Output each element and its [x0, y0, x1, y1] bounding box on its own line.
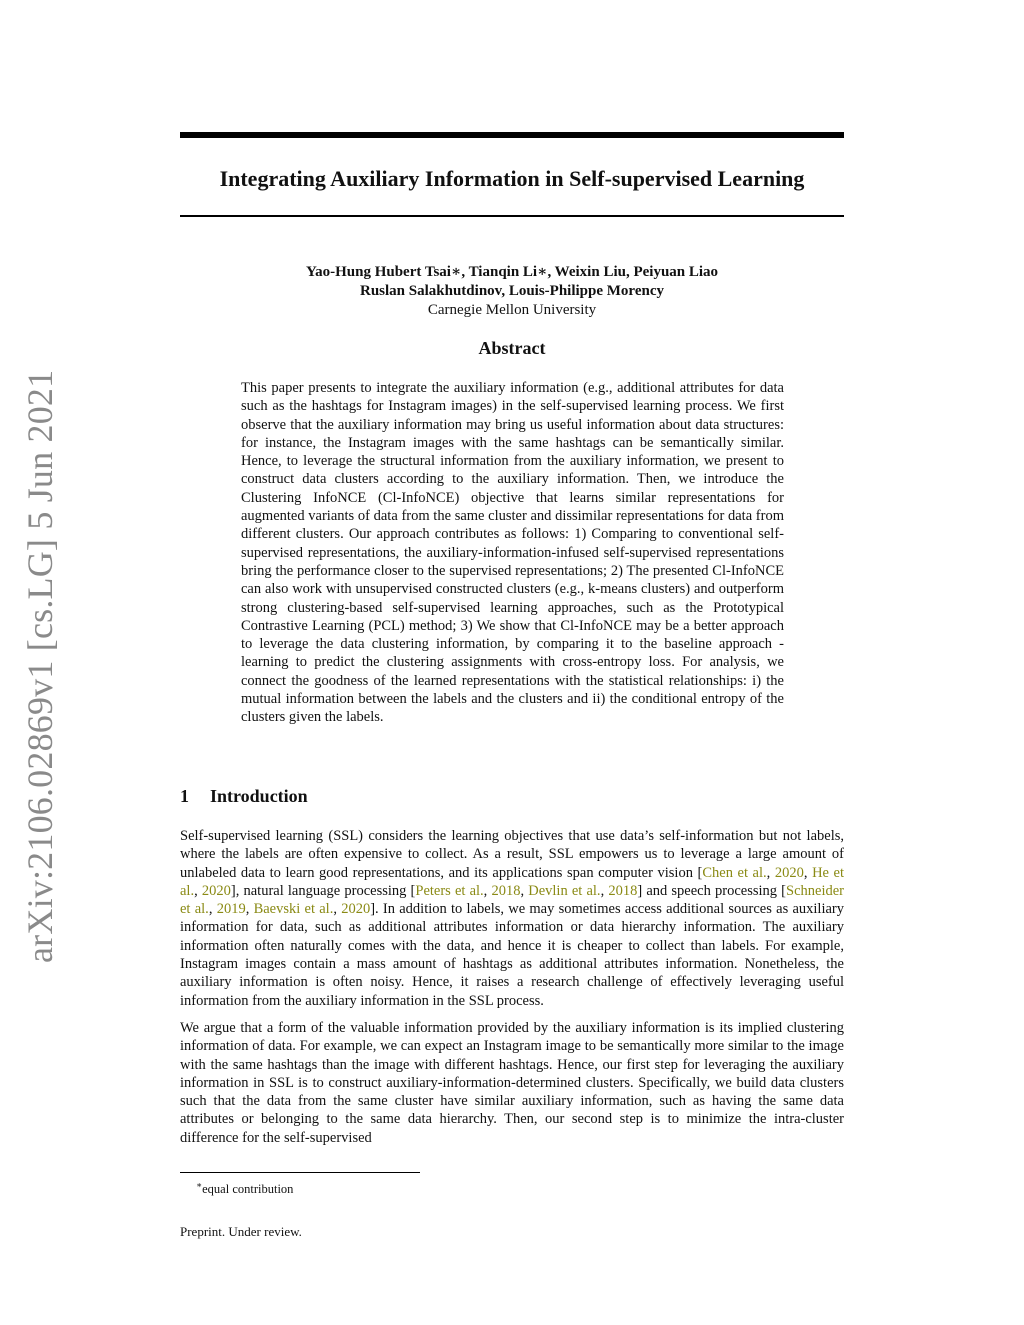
section-heading-introduction — [180, 785, 844, 807]
title-rule-bottom — [180, 215, 844, 217]
text-run: , — [208, 901, 217, 918]
citation-link[interactable]: 2019 — [216, 901, 246, 918]
citation-link[interactable]: Baevski et al. — [253, 901, 334, 918]
authors-line-2: Ruslan Salakhutdinov, Louis-Philippe Morency — [360, 283, 664, 299]
text-run: , — [333, 901, 342, 918]
text-run: , — [245, 901, 254, 918]
text-run: ]. In addition to labels, we may sometimes access additional sources as auxiliary information for data, such as additional attributes information or data hierarchy information. The auxiliary information often naturally comes with the data, and hence it is cheaper to collect than labels. For example, Instagram images contain a mass amount of hashtags as additional attributes information. Nonetheless, the auxiliary information is often noisy. Hence, it raises a research challenge of effectively leveraging useful information from the auxiliary information in the SSL process. — [180, 901, 844, 1009]
footnote — [196, 1177, 596, 1197]
text-run: ] and speech processing [ — [637, 882, 787, 899]
text-run: , — [483, 882, 492, 899]
text-run: , — [600, 882, 609, 899]
section-title-text: Introduction — [210, 786, 308, 806]
text-run: ], natural language processing [ — [230, 882, 416, 899]
abstract-text: This paper presents to integrate the auxiliary information (e.g., additional attributes for data such as the hashtags for Instagram images) in the self-supervised learning process. We first observe that the auxiliary information may bring us useful information about data structures: for instance, the Instagram images with the same hashtags can be semantically similar. Hence, to leverage the structural information from the auxiliary information, we present to construct data clusters according to the auxiliary information. Then, we introduce the Clustering InfoNCE (Cl-InfoNCE) objective that learns similar representations for augmented variants of data from the same cluster and dissimilar representations for data from different clusters. Our approach contributes as follows: 1) Comparing to conventional self-supervised representations, the auxiliary-information-infused self-supervised representations bring the performance closer to the supervised representations; 2) The presented Cl-InfoNCE can also work with unsupervised constructed clusters (e.g., k-means clusters) and outperform strong clustering-based self-supervised learning approaches, such as the Prototypical Contrastive Learning (PCL) method; 3) We show that Cl-InfoNCE may be a better approach to leverage the data clustering information, by comparing it to the baseline approach - learning to predict the clustering assignments with cross-entropy loss. For analysis, we connect the goodness of the learned representations with the statistical relationships: i) the mutual information between the labels and the clusters and ii) the conditional entropy of the clusters given the labels. — [241, 380, 784, 726]
authors-line-1: Yao-Hung Hubert Tsai∗, Tianqin Li∗, Weixin Liu, Peiyuan Liao — [305, 264, 719, 280]
title-rule-top — [180, 132, 844, 138]
footnote-rule — [180, 1172, 420, 1173]
citation-link[interactable]: 2020 — [774, 864, 804, 881]
citation-link[interactable]: Schneider et al. — [180, 882, 844, 918]
text-run: , — [803, 864, 813, 881]
citation-link[interactable]: 2018 — [608, 882, 638, 899]
preprint-notice: Preprint. Under review. — [180, 1224, 302, 1239]
citation-link[interactable]: Devlin et al. — [528, 882, 601, 899]
introduction-body — [180, 827, 844, 1156]
citation-link[interactable]: 2020 — [201, 882, 231, 899]
section-number: 1 — [180, 786, 189, 806]
citation-link[interactable]: Chen et al. — [702, 864, 767, 881]
citation-link[interactable]: He et al. — [180, 864, 845, 899]
arxiv-identifier: arXiv:2106.02869v1 [cs.LG] 5 Jun 2021 — [20, 369, 60, 963]
text-run: , — [520, 882, 529, 899]
paragraph — [180, 827, 844, 1010]
abstract-heading: Abstract — [478, 338, 546, 358]
text-run: Self-supervised learning (SSL) considers the learning objectives that use data’s self-information but not labels, where the labels are often expensive to collect. As a result, SSL empowers us to leverage a large amount of unlabeled data to learn good representations, and its applications span computer vision [ — [180, 828, 844, 881]
citation-link[interactable]: 2018 — [491, 882, 521, 899]
affiliation: Carnegie Mellon University — [427, 302, 597, 318]
author-block — [180, 263, 844, 320]
paper-title: Integrating Auxiliary Information in Self-supervised Learning — [219, 166, 805, 191]
text-run: , — [194, 882, 202, 899]
citation-link[interactable]: Peters et al. — [415, 882, 484, 899]
footnote-text: equal contribution — [202, 1182, 294, 1197]
text-run: , — [766, 864, 775, 881]
citation-link[interactable]: 2020 — [341, 901, 371, 918]
footnote-mark: ∗ — [196, 1180, 203, 1190]
paragraph: We argue that a form of the valuable information provided by the auxiliary information is its implied clustering information of data. For example, we can expect an Instagram image to be semantically more similar to the image with the same hashtags than the image with different hashtags. Hence, our first step for leveraging the auxiliary information in SSL is to construct auxiliary-information-determined clusters. Specifically, we build data clusters such that the data from the same cluster have similar auxiliary information, such as having the same data attributes or belonging to the same data hierarchy. Then, our second step is to minimize the intra-cluster difference for the self-supervised — [180, 1019, 844, 1146]
